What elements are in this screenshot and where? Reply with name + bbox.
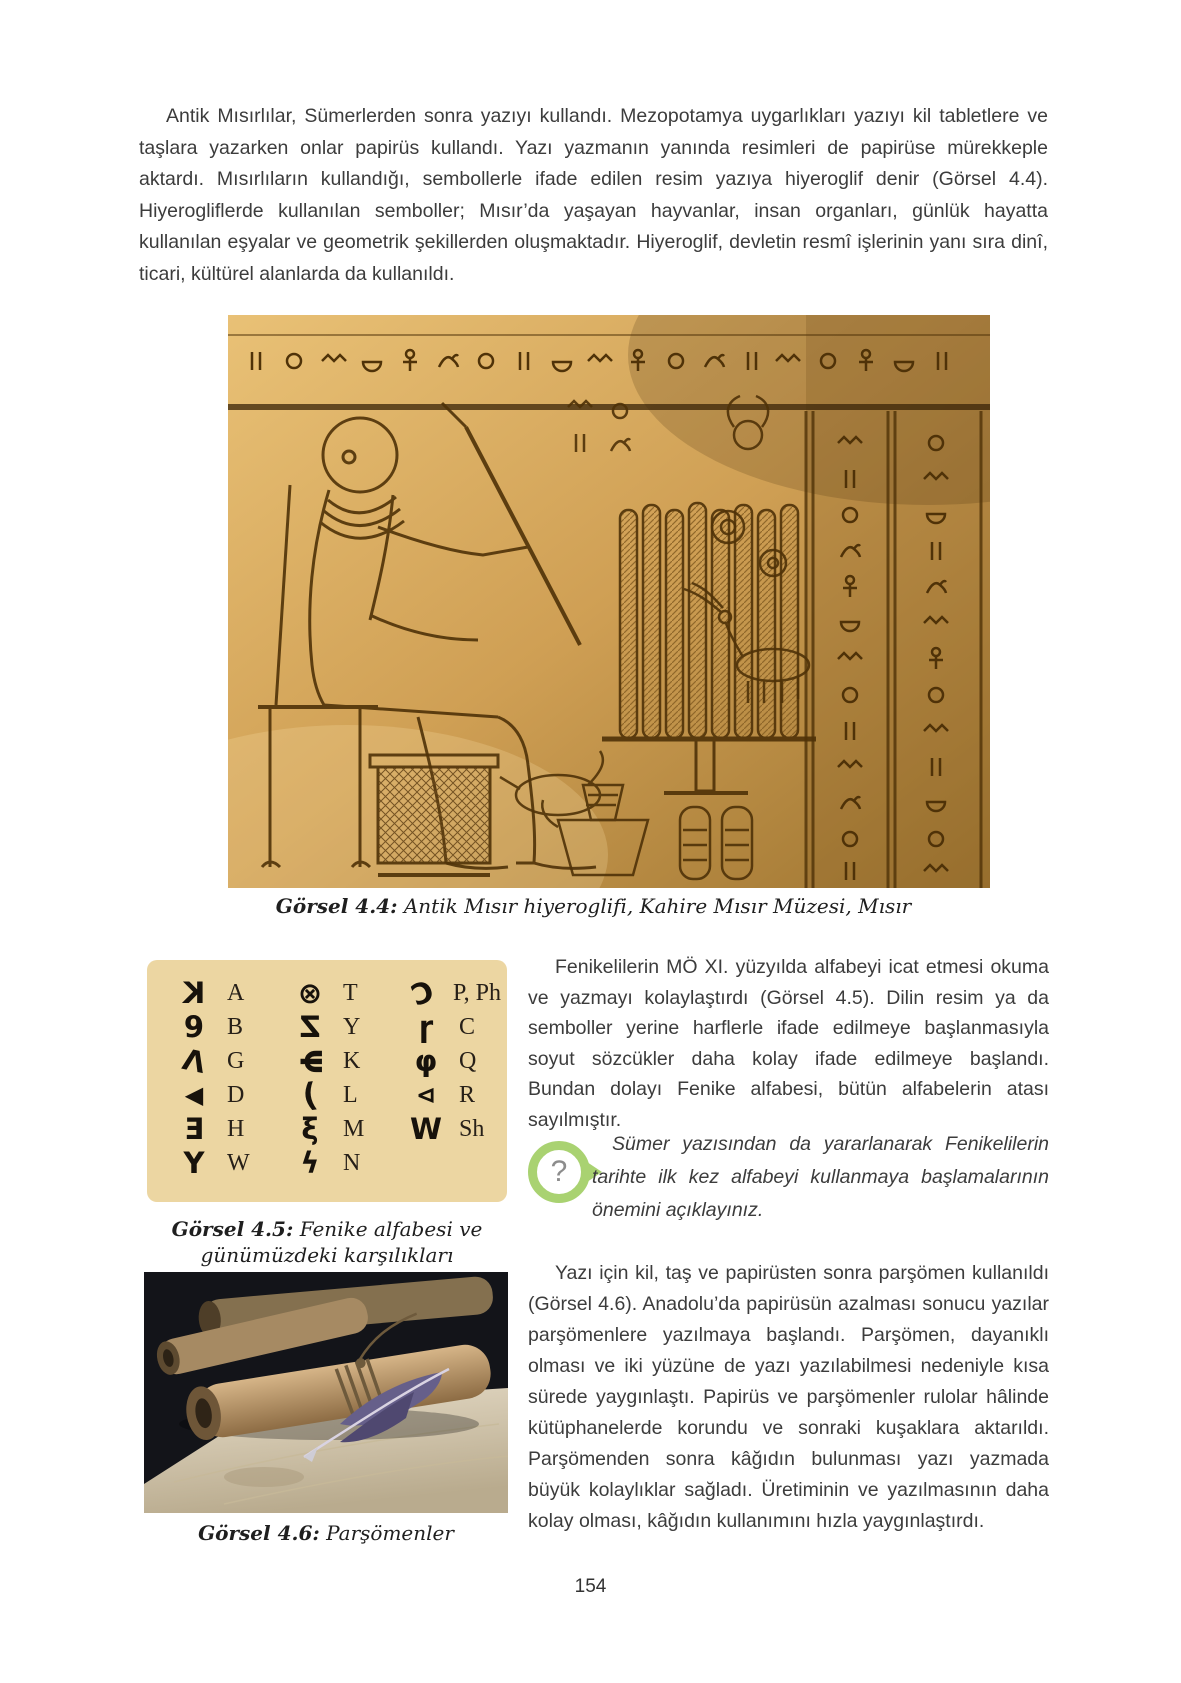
offering-stool [370,755,498,875]
latin-letter: P, Ph [452,979,501,1006]
phoenician-glyph: Z [299,1009,321,1044]
alphabet-column-1 [169,976,285,1180]
phoenician-glyph: Y [183,1145,205,1180]
alphabet-row [169,1010,285,1044]
question-text: Sümer yazısından da yararlanarak Fenikelilerin tarihte ilk kez alfabeyi kullanmaya başlamalarının önemini açıklayınız. [592,1133,1049,1221]
alphabet-row [169,1041,285,1080]
phoenician-glyph: ◀ [184,1081,204,1109]
phoenician-glyph: W [410,1111,442,1146]
phoenician-glyph: φ [414,1043,438,1078]
alphabet-row [169,976,285,1010]
latin-letter: C [459,1013,476,1040]
figure-4-4-caption-text: Antik Mısır hiyeroglifi, Kahire Mısır Müzesi, Mısır [403,894,912,918]
alphabet-row [285,1146,401,1180]
figure-4-5-caption-label: Görsel 4.5: [171,1217,294,1241]
latin-letter: H [227,1115,245,1142]
alphabet-row [285,1075,401,1115]
phoenician-glyph: Λ [179,1041,209,1080]
latin-letter: D [227,1081,245,1108]
latin-letter: L [343,1081,358,1108]
latin-letter: K [343,1047,361,1074]
alphabet-row [401,1044,501,1078]
phoenician-glyph: K [182,975,206,1010]
page-number: 154 [574,1576,607,1597]
figure-4-5-caption [147,1216,507,1268]
phoenician-glyph: ξ [301,1111,319,1146]
phoenician-glyph: ⊲ [415,1081,437,1109]
figure-4-6-caption-text: Parşömenler [326,1521,454,1545]
figure-4-4-caption-label: Görsel 4.4: [275,894,398,918]
figure-4-6-caption-label: Görsel 4.6: [198,1521,320,1545]
latin-letter: Q [459,1047,477,1074]
latin-letter: Y [343,1013,361,1040]
phoenician-glyph: ɼ [418,1009,434,1044]
figure-4-6-caption [144,1520,508,1546]
alphabet-row [285,1112,401,1146]
parchment-drawing [144,1272,508,1513]
alphabet-row [285,976,401,1010]
alphabet-row [169,1146,285,1180]
parchment-image [144,1272,508,1513]
phoenician-glyph: ⊗ [297,975,323,1010]
figure-4-4-caption [139,893,1048,919]
alphabet-row [401,1078,501,1112]
phoenician-glyph: Ψ [293,1048,328,1074]
alphabet-row [401,972,501,1013]
parchment-paragraph: Yazı için kil, taş ve papirüsten sonra parşömen kullanıldı (Görsel 4.6). Anadolu’da papirüsün azalması sonucu yazılar parşömenlere yazılmaya başlandı. Parşömen, dayanıklı olması ve iki yüzüne de yazı yazılabilmesi nedeniyle kısa sürede yaygınlaştı. Papirüs ve parşömenler rulolar hâlinde kütüphanelerde korundu ve sonraki kuşaklara aktarıldı. Parşömenden sonra kâğıdın bulunması yazı yazmada büyük kolaylıklar sağladı. Üretiminin ve yazılmasının daha kolay olması, kâğıdın kullanımını hızla yaygınlaştırdı. [528,1262,1049,1532]
phoenician-glyph: Ǝ [184,1111,204,1146]
phoenician-alphabet-box [147,960,507,1202]
hieroglyph-relief-image [228,315,990,888]
latin-letter: R [459,1081,476,1108]
hieroglyph-relief-drawing [228,315,990,888]
phoenician-paragraph: Fenikelilerin MÖ XI. yüzyılda alfabeyi icat etmesi okuma ve yazmayı kolaylaştırdı (Görsel 4.5). Dilin resim ya da semboller yerine harflerle ifade edilmeye başlanmasıyla soyut sözcükler daha kolay ifade edilmeye başlandı. Bundan dolayı Fenike alfabesi, bütün alfabelerin atası sayılmıştır. [528,956,1049,1131]
alphabet-column-3 [401,972,501,1180]
latin-letter: W [227,1149,250,1176]
question-mark-icon: ? [528,1141,590,1203]
alphabet-row [401,1112,501,1146]
latin-letter: G [227,1047,245,1074]
alphabet-row [285,1044,401,1078]
alphabet-row [169,1112,285,1146]
latin-letter: N [343,1149,361,1176]
alphabet-row [401,1010,501,1044]
alphabet-column-2 [285,976,401,1180]
phoenician-glyph: Ɔ [406,972,439,1013]
phoenician-glyph: 9 [183,1009,205,1044]
alphabet-row [169,1078,285,1112]
phoenician-glyph: ( [300,1075,320,1115]
latin-letter: T [343,979,358,1006]
phoenician-alphabet-grid [147,960,507,1180]
latin-letter: A [227,979,245,1006]
intro-paragraph: Antik Mısırlılar, Sümerlerden sonra yazıyı kullandı. Mezopotamya uygarlıkları yazıyı kil tabletlere ve taşlara yazarken onlar papirüs kullandı. Yazı yazmanın yanında resimleri de papirüse mürekkeple aktardı. Mısırlıların kullandığı, sembollerle ifade edilen resim yazıya hiyeroglif denir (Görsel 4.4). Hiyerogliflerde kullanılan semboller; Mısır’da yaşayan hayvanlar, insan organları, günlük hayatta kullanılan eşyalar ve geometrik şekillerden oluşmaktadır. Hiyeroglif, devletin resmî işlerinin yanı sıra dinî, ticari, kültürel alanlarda da kullanıldı. [139,105,1048,285]
latin-letter: M [343,1115,365,1142]
latin-letter: B [227,1013,244,1040]
figure-4-5-caption-text: Fenike alfabesi ve günümüzdeki karşılıkları [200,1217,483,1267]
latin-letter: Sh [459,1115,485,1142]
phoenician-glyph: ϟ [300,1145,320,1180]
